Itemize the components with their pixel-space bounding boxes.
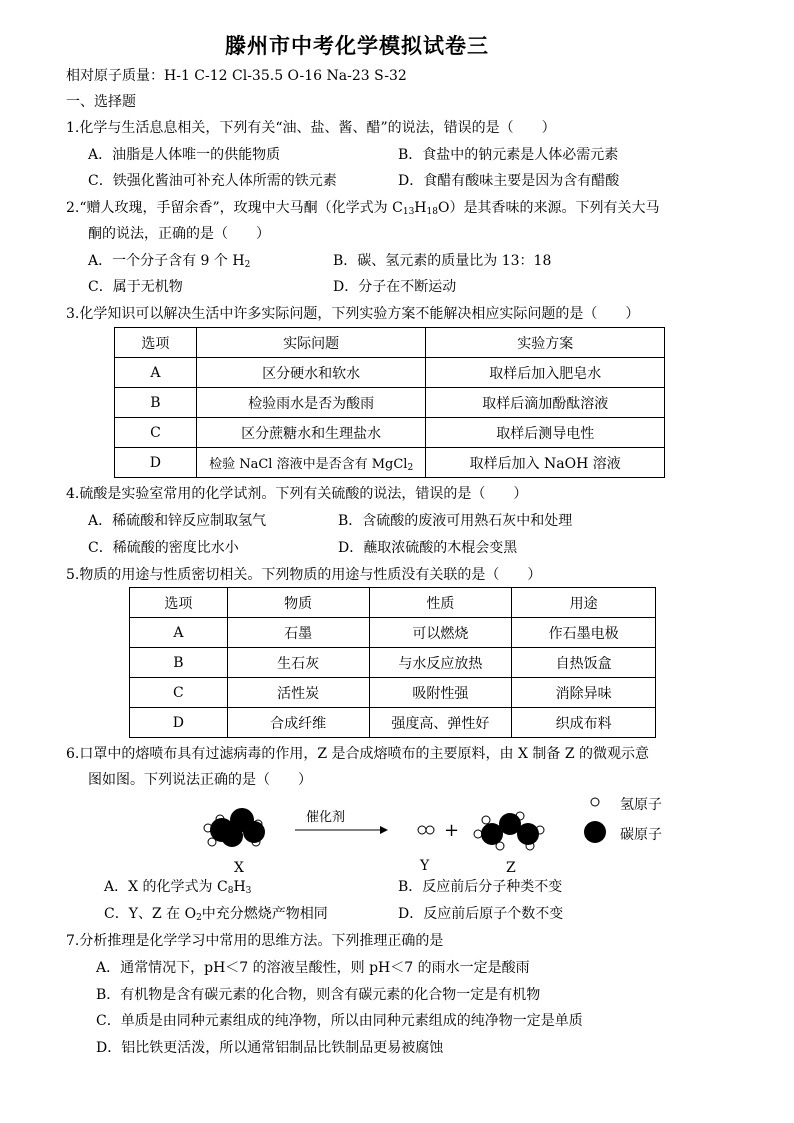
table-header-cell: 物质 — [227, 588, 369, 618]
question-6-option-c — [104, 905, 328, 923]
atomic-masses: 相对原子质量：H-1 C-12 Cl-35.5 O-16 Na-23 S-32 — [66, 68, 407, 84]
table-header-cell: 用途 — [512, 588, 656, 618]
question-4-option-d: D．蘸取浓硫酸的木棍会变黑 — [338, 540, 518, 556]
table-row — [115, 418, 665, 448]
question-6-option-c-text: C．Y、Z 在 O — [104, 906, 197, 922]
question-1-option-b: B．食盐中的钠元素是人体必需元素 — [398, 147, 619, 163]
question-6-option-a-text: A．X 的化学式为 C — [104, 879, 228, 895]
question-1-stem: 1.化学与生活息息相关，下列有关“油、盐、酱、醋”的说法，错误的是（ ） — [66, 120, 556, 136]
table-header-cell: 实验方案 — [426, 328, 665, 358]
question-1-option-c: C．铁强化酱油可补充人体所需的铁元素 — [88, 173, 337, 189]
question-1-option-d: D．食醋有酸味主要是因为含有醋酸 — [398, 173, 620, 189]
table-cell: 作石墨电极 — [512, 618, 656, 648]
question-7-option-d: D．铝比铁更活泼，所以通常铝制品比铁制品更易被腐蚀 — [96, 1040, 444, 1056]
table-header-cell: 实际问题 — [196, 328, 426, 358]
table-header-cell: 选项 — [130, 588, 228, 618]
question-2-option-b: B．碳、氢元素的质量比为 13：18 — [333, 253, 552, 269]
molecule-z-label: Z — [506, 860, 516, 876]
table-row — [115, 388, 665, 418]
table-cell: 生石灰 — [227, 648, 369, 678]
molecule-x-label: X — [234, 860, 244, 876]
question-2-option-a — [88, 252, 250, 270]
table-cell: D — [115, 448, 197, 478]
table-cell: 合成纤维 — [227, 708, 369, 738]
table-header-cell: 性质 — [369, 588, 512, 618]
question-6-option-a-sub1: 8 — [227, 886, 234, 896]
catalyst-label: 催化剂 — [306, 810, 346, 825]
table-cell: 可以燃烧 — [369, 618, 512, 648]
table-cell: 取样后加入肥皂水 — [426, 358, 665, 388]
table-cell: A — [115, 358, 197, 388]
legend-carbon-label: 碳原子 — [620, 827, 662, 843]
molecule-z — [474, 812, 544, 850]
question-6-stem-line2: 图如图。下列说法正确的是（ ） — [88, 772, 312, 788]
table-header-cell: 选项 — [115, 328, 197, 358]
molecule-y-label: Y — [420, 858, 430, 874]
table-cell: B — [130, 648, 228, 678]
table-cell: 自热饭盒 — [512, 648, 656, 678]
table-cell: C — [115, 418, 197, 448]
table-cell: A — [130, 618, 228, 648]
question-6-option-c-sub: 2 — [196, 913, 202, 923]
legend-carbon-symbol — [584, 821, 606, 843]
question-4-option-c: C．稀硫酸的密度比水小 — [88, 540, 239, 556]
hydrogen-atom — [474, 830, 482, 838]
question-4-option-b: B．含硫酸的废液可用熟石灰中和处理 — [338, 513, 573, 529]
question-2-stem-part2: O）是其香味的来源。下列有关大马 — [437, 200, 660, 216]
table-row — [130, 618, 656, 648]
question-2-stem-part1: 2.“赠人玫瑰，手留余香”，玫瑰中大马酮（化学式为 C — [66, 200, 403, 216]
question-6-option-d: D．反应前后原子个数不变 — [398, 906, 564, 922]
question-6-option-c-post: 中充分燃烧产物相同 — [201, 906, 328, 922]
table-row — [130, 708, 656, 738]
table-cell — [196, 448, 426, 478]
legend-hydrogen-symbol — [591, 798, 599, 806]
table-cell: 强度高、弹性好 — [369, 708, 512, 738]
reaction-arrowhead — [380, 826, 388, 834]
table-cell: 吸附性强 — [369, 678, 512, 708]
hydrogen-atom — [482, 816, 490, 824]
table-header-row — [130, 588, 656, 618]
question-3-stem: 3.化学知识可以解决生活中许多实际问题，下列实验方案不能解决相应实际问题的是（ ） — [66, 306, 640, 322]
table-cell: 石墨 — [227, 618, 369, 648]
question-5-stem: 5.物质的用途与性质密切相关。下列物质的用途与性质没有关联的是（ ） — [66, 567, 542, 583]
question-2-stem-line2: 酮的说法，正确的是（ ） — [88, 226, 270, 242]
hydrogen-atom — [418, 826, 426, 834]
question-7-stem: 7.分析推理是化学学习中常用的思维方法。下列推理正确的是 — [66, 933, 444, 949]
question-6-option-a-sub2: 3 — [245, 886, 252, 896]
page-title: 滕州市中考化学模拟试卷三 — [225, 34, 489, 58]
table-row — [130, 678, 656, 708]
table-cell: 活性炭 — [227, 678, 369, 708]
table-header-row — [115, 328, 665, 358]
question-6-option-a-mid: H — [233, 879, 246, 895]
question-2-option-c: C．属于无机物 — [88, 279, 183, 295]
molecule-x — [204, 808, 265, 847]
table-cell: 检验雨水是否为酸雨 — [196, 388, 426, 418]
section-heading: 一、选择题 — [66, 94, 136, 110]
question-2-option-a-text: A．一个分子含有 9 个 H — [88, 253, 245, 269]
molecular-diagram-svg — [200, 790, 680, 880]
carbon-atom — [243, 821, 265, 843]
table-cell: 取样后加入 NaOH 溶液 — [426, 448, 665, 478]
table-cell: D — [130, 708, 228, 738]
carbon-atom — [517, 823, 539, 845]
question-7-option-b: B．有机物是含有碳元素的化合物，则含有碳元素的化合物一定是有机物 — [96, 987, 541, 1003]
table-cell: 区分蔗糖水和生理盐水 — [196, 418, 426, 448]
table-cell: 区分硬水和软水 — [196, 358, 426, 388]
table-cell: B — [115, 388, 197, 418]
table-row — [130, 648, 656, 678]
question-2-stem — [66, 199, 659, 217]
question-5-table — [129, 587, 656, 738]
question-6-option-b: B．反应前后分子种类不变 — [398, 879, 563, 895]
table-cell: 织成布料 — [512, 708, 656, 738]
legend-hydrogen-label: 氢原子 — [620, 797, 662, 813]
table-cell: 取样后滴加酚酞溶液 — [426, 388, 665, 418]
question-3-table — [114, 327, 665, 478]
table-row — [115, 358, 665, 388]
question-6-option-a — [104, 878, 251, 896]
table-cell-sub: 2 — [407, 463, 414, 473]
table-cell: 取样后测导电性 — [426, 418, 665, 448]
table-cell: 与水反应放热 — [369, 648, 512, 678]
molecular-diagram — [200, 790, 680, 880]
question-2-sub-h: 18 — [426, 207, 438, 217]
question-2-option-a-sub: 2 — [244, 260, 251, 270]
hydrogen-atom — [426, 826, 434, 834]
question-2-sub-c: 13 — [402, 207, 415, 217]
plus-sign: + — [444, 820, 460, 841]
table-row — [115, 448, 665, 478]
question-1-option-a: A．油脂是人体唯一的供能物质 — [88, 147, 281, 163]
question-4-option-a: A．稀硫酸和锌反应制取氢气 — [88, 513, 267, 529]
molecule-y — [418, 826, 434, 834]
question-2-option-d: D．分子在不断运动 — [333, 279, 457, 295]
question-7-option-a: A．通常情况下，pH＜7 的溶液呈酸性，则 pH＜7 的雨水一定是酸雨 — [96, 960, 530, 976]
question-7-option-c: C．单质是由同种元素组成的纯净物，所以由同种元素组成的纯净物一定是单质 — [96, 1013, 583, 1029]
question-4-stem: 4.硫酸是实验室常用的化学试剂。下列有关硫酸的说法，错误的是（ ） — [66, 486, 528, 502]
carbon-atom — [221, 825, 243, 847]
table-cell: 消除异味 — [512, 678, 656, 708]
table-cell: C — [130, 678, 228, 708]
question-2-stem-mid: H — [414, 200, 427, 216]
table-cell-text: 检验 NaCl 溶液中是否含有 MgCl — [209, 457, 408, 472]
question-6-stem: 6.口罩中的熔喷布具有过滤病毒的作用，Z 是合成熔喷布的主要原料，由 X 制备 Z 的微观示意 — [66, 746, 650, 762]
